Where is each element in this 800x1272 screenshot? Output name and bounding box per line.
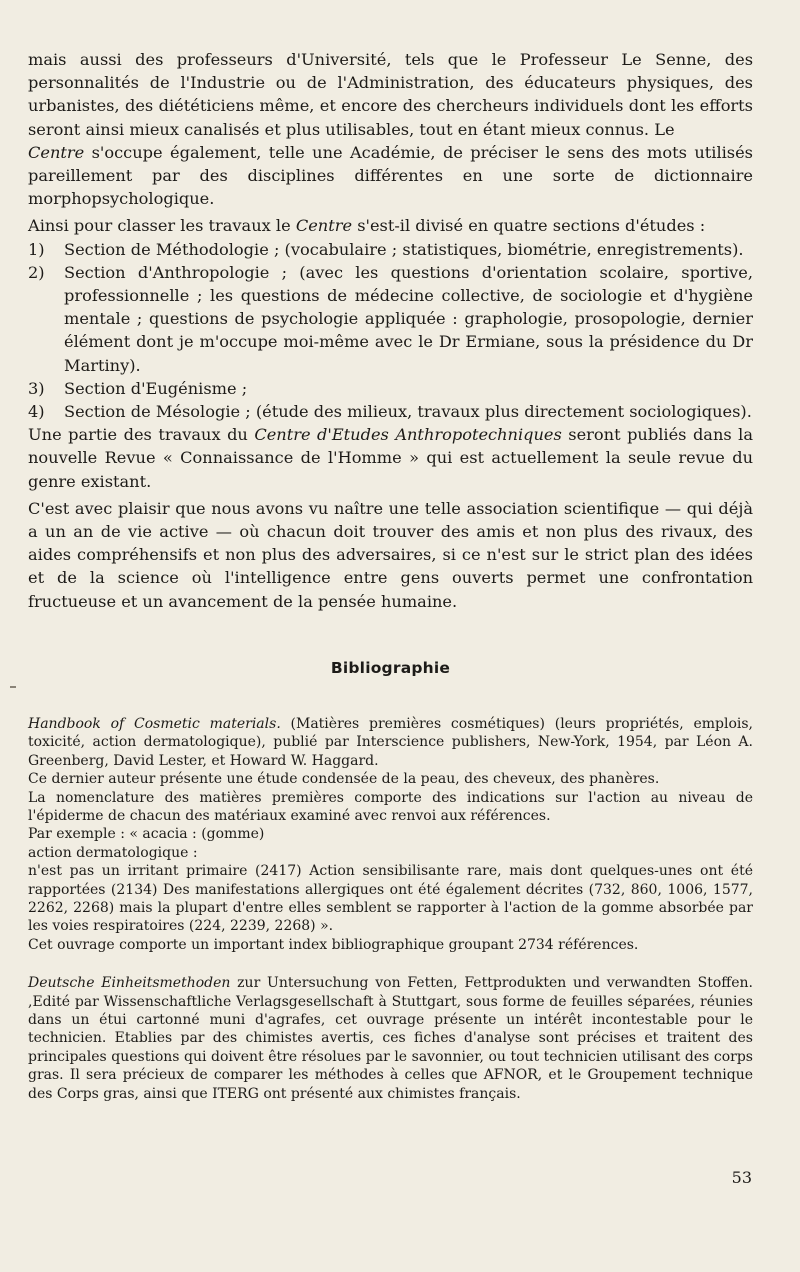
bibliography-title: Bibliographie [330, 658, 451, 677]
paragraph-4: C'est avec plaisir que nous avons vu naître une telle association scientifique — qui déjà a un an de vie active — où chacun doit trouver des amis et non plus des rivaux, des aides compréhensifs et non plus des adversaires, si ce n'est sur le strict plan des idées et de la science où l'intelligence entre gens ouverts permet une confrontation fructueuse et un avancement de la pensée humaine. [28, 498, 753, 611]
bibliography-entry-2: Deutsche Einheitsmethoden zur Untersuchung von Fetten, Fettprodukten und verwandten Stoffen. ,Edité par Wissenschaftliche Verlagsgesellschaft à Stuttgart, sous forme de feuilles séparées, réunies dans un étui cartonné muni d'agrafes, cet ouvrage présente un intérêt incontestable pour le technicien. Etablies par des chimistes avertis, ces fiches d'analyse sont précises et traitent des principales questions qui doivent être résolues par le savonnier, ou tout technicien utilisant des corps gras. Il sera précieux de comparer les méthodes à celles que AFNOR, et le Groupement technique des Corps gras, ainsi que ITERG ont présenté aux chimistes français. [28, 975, 753, 1102]
centre-name-emphasis: Centre d'Etudes Anthropotechniques [254, 425, 562, 445]
centre-emphasis: Centre [295, 216, 353, 236]
section-item-2 [28, 261, 753, 377]
page-number: 53 [731, 1168, 752, 1187]
entry-1-line: Cet ouvrage comporte un important index bibliographique groupant 2734 références. [28, 936, 639, 953]
section-number: 1) [28, 239, 45, 259]
scan-mark [10, 686, 16, 688]
section-number: 2) [28, 262, 45, 282]
entry-1-line: Par exemple : « acacia : (gomme) [28, 826, 265, 843]
section-text: Section d'Anthropologie ; (avec les questions d'orientation scolaire, sportive, professionnelle ; les questions de médecine collective, de sociologie et d'hygiène mentale ; questions de psychologie appliquée : graphologie, prosopologie, dernier élément dont je m'occupe moi-même avec le Dr Ermiane, sous la présidence du Dr Martiny). [64, 262, 753, 375]
section-text: Section de Méthodologie ; (vocabulaire ; statistiques, biométrie, enregistrements). [64, 239, 744, 259]
section-number: 4) [28, 402, 45, 422]
book-title: Handbook of Cosmetic materials. [28, 715, 281, 732]
book-title: Deutsche Einheitsmethoden [28, 975, 231, 992]
entry-1-line: n'est pas un irritant primaire (2417) Action sensibilisante rare, mais dont quelques-unes ont été rapportées (2134) Des manifestations allergiques ont été également décrites (732, 860, 1006, 1577, 2262, 2268) mais la plupart d'entre elles semblent se rapporter à l'action de la gomme absorbée par les voies respiratoires (224, 2239, 2268) ». [28, 863, 753, 935]
entry-1-line: La nomenclature des matières premières comporte des indications sur l'action au niveau de l'épiderme de chacun des matériaux examiné avec renvoi aux références. [28, 789, 753, 824]
section-number: 3) [28, 378, 45, 398]
paragraph-3: Une partie des travaux du Centre d'Etudes Anthropotechniques seront publiés dans la nouvelle Revue « Connaissance de l'Homme » qui est actuellement la seule revue du genre existant. [28, 425, 753, 491]
article-body [28, 48, 753, 613]
entry-1-line: Ce dernier auteur présente une étude condensée de la peau, des cheveux, des phanères. [28, 771, 660, 788]
section-text: Section d'Eugénisme ; [64, 378, 248, 398]
section-item-4 [28, 400, 753, 423]
page-content [28, 48, 753, 1103]
section-item-1 [28, 238, 753, 261]
bibliography-entry-1: Handbook of Cosmetic materials. (Matières premières cosmétiques) (leurs propriétés, emplois, toxicité, action dermatologique), publié par Interscience publishers, New-York, 1954, par Léon A. Greenberg, David Lester, et Howard W. Haggard. [28, 715, 753, 769]
bibliography [28, 715, 753, 1103]
section-item-3 [28, 377, 753, 400]
entry-1-line: action dermatologique : [28, 844, 198, 861]
paragraph-1: mais aussi des professeurs d'Université, tels que le Professeur Le Senne, des personnalités de l'Industrie ou de l'Administration, des éducateurs physiques, des urbanistes, des diététiciens même, et encore des chercheurs individuels dont les efforts seront ainsi mieux canalisés et plus utilisables, tout en étant mieux connus. Le Centre s'occupe également, telle une Académie, de préciser le sens des mots utilisés pareillement par des disciplines différentes en une sorte de dictionnaire morphopsychologique. [28, 50, 753, 209]
centre-emphasis: Centre [28, 142, 85, 162]
section-text: Section de Mésologie ; (étude des milieux, travaux plus directement sociologiques). [64, 402, 752, 422]
sections-list [28, 238, 753, 424]
paragraph-2: Ainsi pour classer les travaux le Centre s'est-il divisé en quatre sections d'études : [28, 216, 706, 236]
